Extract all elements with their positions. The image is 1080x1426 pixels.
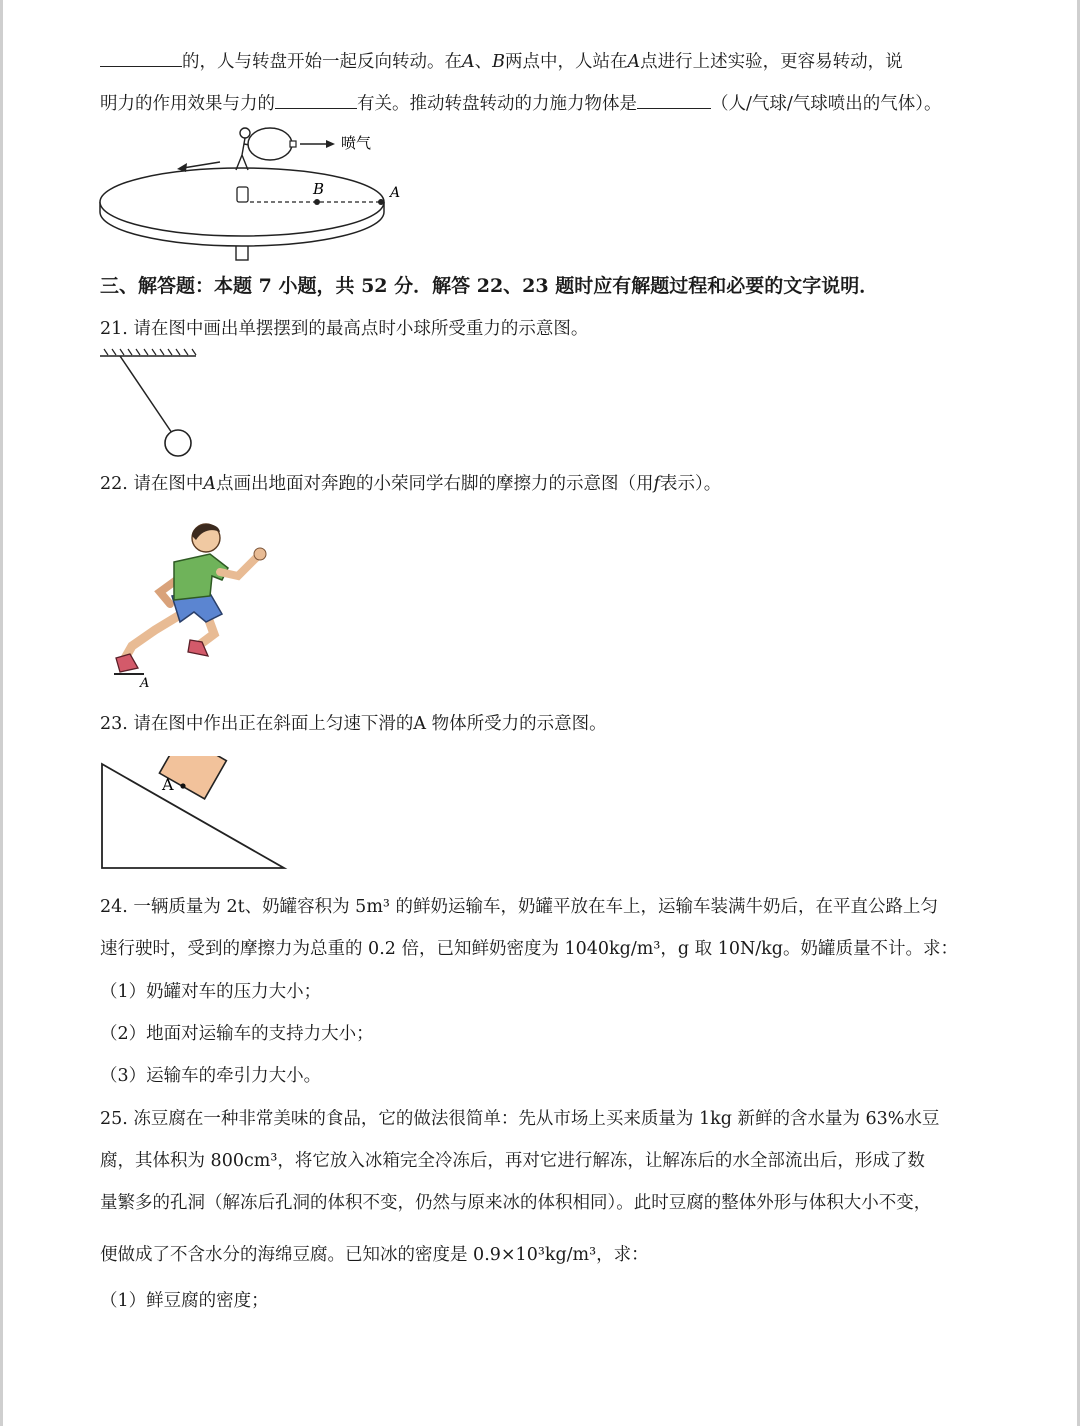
- point-a-label: A: [140, 676, 150, 690]
- answer-blank-1: [100, 48, 182, 67]
- point-a-label: A: [390, 185, 401, 201]
- jet-label: 喷气: [341, 134, 372, 152]
- answer-blank-2: [275, 90, 357, 109]
- q25-line-1: 25. 冻豆腐在一种非常美味的食品，它的做法很简单：先从市场上买来质量为 1kg 新鲜的含水量为 63%水豆: [100, 1109, 940, 1129]
- point-b-dot: [314, 199, 320, 205]
- q25-line-2: 腐，其体积为 800cm³，将它放入冰箱完全冷冻后，再对它进行解冻，让解冻后的水全部流出后，形成了数: [100, 1151, 925, 1171]
- section-3-heading: 三、解答题：本题 7 小题，共 52 分．解答 22、23 题时应有解题过程和必要的文字说明．: [100, 275, 879, 297]
- q22-text: 22. 请在图中A点画出地面对奔跑的小荣同学右脚的摩擦力的示意图（用f表示）。: [100, 474, 722, 494]
- q24-sub-2: （2）地面对运输车的支持力大小；: [100, 1024, 374, 1044]
- incline-figure: [98, 756, 290, 874]
- pendulum-ball: [165, 430, 191, 456]
- ceiling-hatch: [104, 349, 196, 355]
- q21-text: 21. 请在图中画出单摆摆到的最高点时小球所受重力的示意图。: [100, 319, 589, 339]
- rotation-arrow-head: [177, 163, 187, 172]
- block-center-dot: [180, 783, 185, 788]
- back-shoe: [116, 654, 138, 672]
- center-spindle: [237, 187, 248, 202]
- rotation-arrow-line: [183, 162, 220, 168]
- block-a-label: A: [162, 775, 174, 794]
- q25-line-3: 量繁多的孔洞（解冻后孔洞的体积不变，仍然与原来冰的体积相同）。此时豆腐的整体外形与体积大小不变，: [100, 1193, 932, 1213]
- point-b-label: B: [313, 180, 325, 198]
- q24-sub-3: （3）运输车的牵引力大小。: [100, 1066, 322, 1086]
- balloon-nozzle: [290, 141, 296, 147]
- q24-line-2: 速行驶时，受到的摩擦力为总重的 0.2 倍，已知鲜奶密度为 1040kg/m³，g 取 10N/kg。奶罐质量不计。求：: [100, 939, 958, 959]
- q25-line-4: 便做成了不含水分的海绵豆腐。已知冰的密度是 0.9×10³kg/m³，求：: [100, 1245, 649, 1265]
- page-border-left: [0, 0, 3, 1426]
- shirt: [174, 554, 228, 600]
- balloon: [248, 128, 292, 160]
- front-fist: [254, 548, 266, 560]
- pendulum-string: [120, 356, 172, 433]
- q24-line-1: 24. 一辆质量为 2t、奶罐容积为 5m³ 的鲜奶运输车，奶罐平放在车上，运输车装满牛奶后，在平直公路上匀: [100, 897, 938, 917]
- turntable-figure: [95, 122, 415, 264]
- q24-sub-1: （1）奶罐对车的压力大小；: [100, 982, 322, 1002]
- q20-line-2: 明力的作用效果与力的 有关。推动转盘转动的力施力物体是 （人/气球/气球喷出的气体）。: [100, 90, 980, 116]
- jet-arrow-head: [326, 140, 335, 148]
- answer-blank-3: [637, 90, 711, 109]
- q23-text: 23. 请在图中作出正在斜面上匀速下滑的A 物体所受力的示意图。: [100, 714, 607, 734]
- q20-line-1: 的，人与转盘开始一起反向转动。在A、B两点中，人站在A点进行上述实验，更容易转动，说: [100, 48, 980, 74]
- point-a-dot: [378, 199, 384, 205]
- q25-sub-1: （1）鲜豆腐的密度；: [100, 1291, 269, 1311]
- pendulum-figure: [98, 348, 208, 460]
- running-boy-figure: [110, 518, 280, 690]
